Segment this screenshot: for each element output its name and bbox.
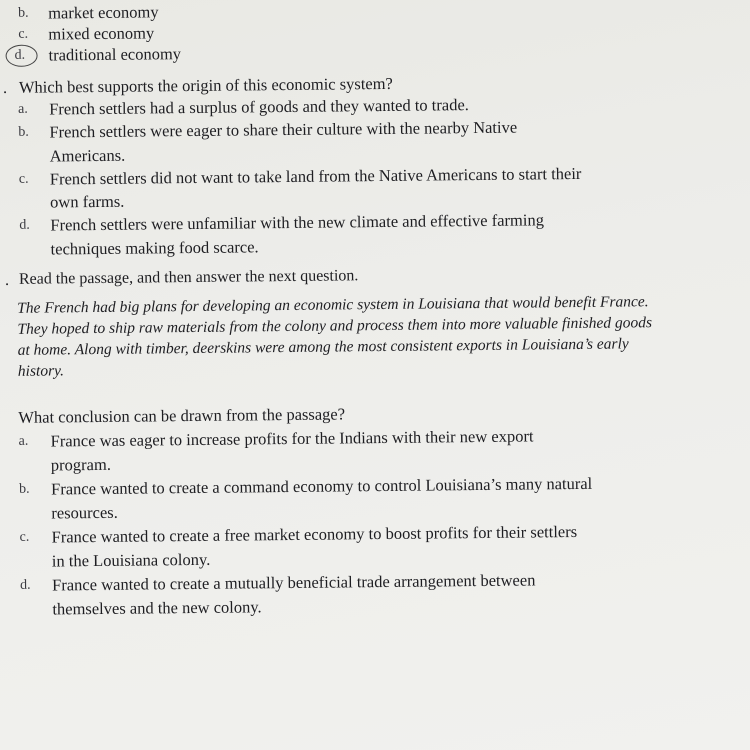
prev-option-c-text: mixed economy [48, 23, 155, 44]
q2-option-d-letter: d. [20, 577, 31, 593]
q1-question: Which best supports the origin of this economic system? [18, 73, 393, 97]
q1-option-a-line-1: French settlers had a surplus of goods and they wanted to trade. [49, 95, 469, 119]
prev-option-d-letter: d. [14, 47, 26, 63]
q2-option-a-line-2: program. [50, 454, 111, 475]
prev-option-b-letter: b. [18, 5, 29, 21]
q2-option-c-line-2: in the Louisiana colony. [51, 549, 211, 571]
q2-option-b-line-2: resources. [51, 502, 118, 523]
q2-option-b-letter: b. [19, 481, 30, 497]
passage-line-4: history. [17, 362, 65, 380]
q2-option-d-line-1: France wanted to create a mutually beneficial trade arrangement between [52, 570, 536, 595]
q2-option-c-letter: c. [19, 529, 30, 545]
q1-option-d-letter: d. [19, 217, 30, 233]
q1-option-b-line-2: Americans. [49, 145, 126, 166]
reading-passage [17, 290, 748, 382]
q1-option-c-letter: c. [18, 171, 29, 187]
q2-option-d-line-2: themselves and the new colony. [52, 597, 262, 619]
q2-option-a-line-1: France was eager to increase profits for the Indians with their new export [50, 426, 534, 451]
prev-option-c-letter: c. [18, 26, 29, 42]
q2-number-fragment: . [4, 269, 10, 289]
q1-option-d-line-2: techniques making food scarce. [50, 237, 259, 259]
q1-option-c-line-2: own farms. [50, 191, 125, 212]
q2-option-b-line-1: France wanted to create a command economy to control Louisiana’s many natural [51, 473, 593, 499]
q2-option-c-line-1: France wanted to create a free market economy to boost profits for their settlers [51, 521, 578, 547]
prev-option-d-text: traditional economy [48, 44, 182, 65]
q2-instruction: Read the passage, and then answer the next question. [18, 267, 359, 288]
q1-option-d-line-1: French settlers were unfamiliar with the new climate and effective farming [50, 210, 545, 235]
q1-option-b-line-1: French settlers were eager to share their culture with the nearby Native [49, 117, 518, 142]
q1-option-a-letter: a. [18, 101, 28, 117]
passage-line-2: They hoped to ship raw materials from the colony and process them into more valuable finished goods [17, 314, 653, 338]
q2-question: What conclusion can be drawn from the passage? [18, 404, 346, 427]
q1-number-fragment: . [2, 77, 8, 97]
q1-option-b-letter: b. [18, 124, 29, 140]
passage-line-3: at home. Along with timber, deerskins were among the most consistent exports in Louisiana’s early [17, 335, 629, 359]
q1-option-c-line-1: French settlers did not want to take land from the Native Americans to start their [49, 163, 582, 189]
q2-option-a-letter: a. [18, 433, 29, 449]
passage-line-1: The French had big plans for developing an economic system in Louisiana that would benefit France. [17, 293, 649, 317]
prev-option-b-text: market economy [48, 2, 159, 23]
